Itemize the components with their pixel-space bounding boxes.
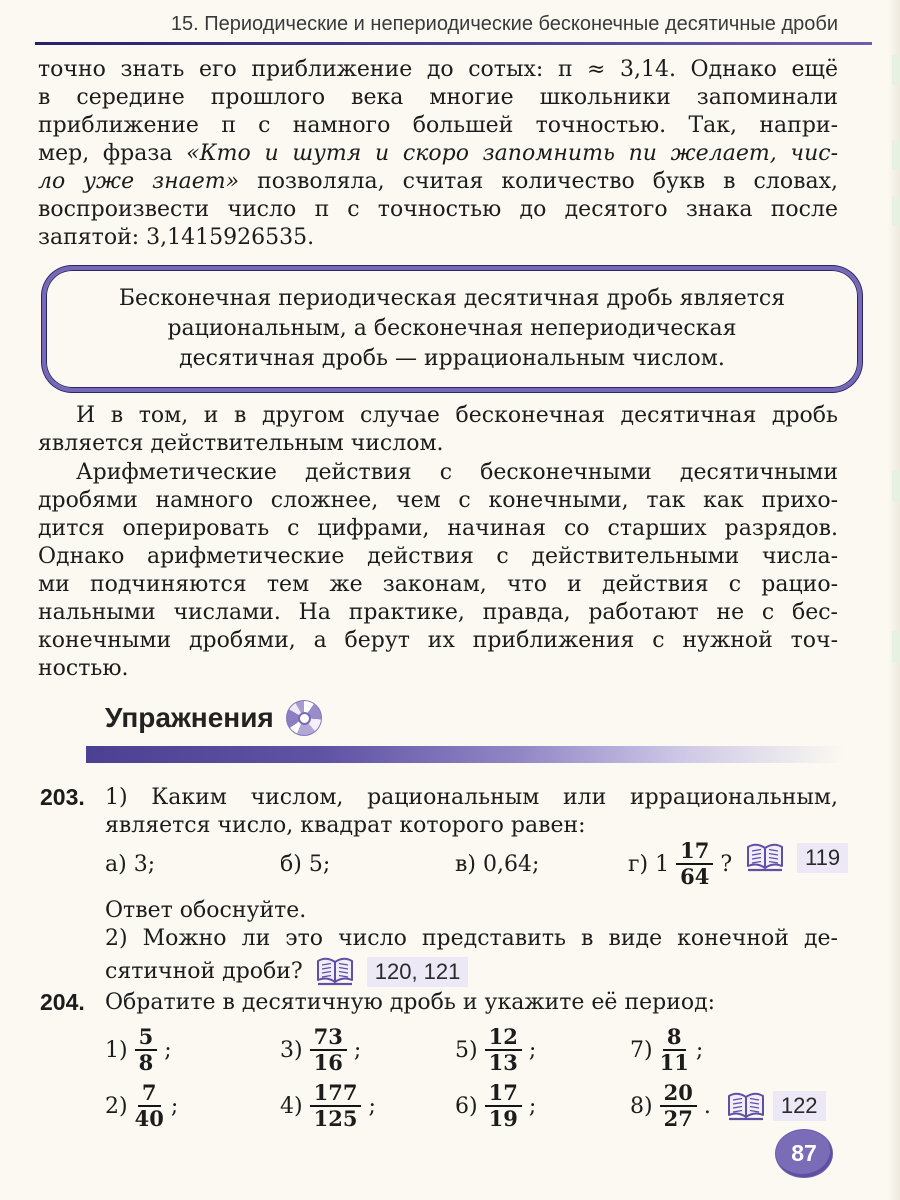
- fraction-numerator: 5: [135, 1026, 158, 1051]
- fraction-denominator: 19: [488, 1106, 518, 1131]
- fraction-item: [105, 1078, 178, 1134]
- item-label: 7): [630, 1037, 653, 1063]
- fraction-numerator: 7: [138, 1082, 161, 1107]
- item-label: 5): [455, 1037, 478, 1063]
- text-segment: позволяла, считая количество букв в словах,: [239, 169, 838, 194]
- exercises-heading-row: [105, 700, 322, 736]
- option-g: [628, 832, 732, 896]
- separator: ;: [368, 1093, 376, 1119]
- paragraph-arithmetic-operations: [38, 459, 838, 683]
- mnemonic-phrase-part1: «Кто и шутя и скоро запомнить пи желает, чис-: [186, 141, 838, 166]
- text-line: дробями намного сложнее, чем с конечными, так как прихо-: [38, 488, 838, 513]
- page-edge-tab: [892, 470, 900, 502]
- fraction-item: [280, 1022, 361, 1078]
- text-line: конечными дробями, а берут их приближения с нужной точ-: [38, 628, 838, 653]
- fraction: [310, 1026, 347, 1074]
- rule-line: [46, 314, 858, 344]
- text-line: И в том, и в другом случае бесконечная десятичная дробь: [76, 403, 838, 428]
- page-edge-shade: [888, 0, 900, 1200]
- rule-line: Бесконечная периодическая десятичная дробь является: [118, 286, 786, 311]
- fraction-numerator: 177: [310, 1082, 362, 1107]
- fraction-item: [630, 1022, 703, 1078]
- fraction-numerator: 12: [485, 1026, 522, 1051]
- term-irrational: иррациональным числом.: [424, 346, 725, 371]
- fraction-item: [630, 1078, 826, 1134]
- text-line: запятой: 3,1415926535.: [38, 225, 315, 250]
- separator: ;: [528, 1037, 537, 1063]
- book-icon: [726, 1091, 766, 1122]
- fraction-item: [455, 1078, 536, 1134]
- item-label: 4): [280, 1093, 303, 1119]
- mnemonic-phrase-part2: ло уже знает»: [38, 169, 240, 194]
- item-label: 2): [105, 1093, 128, 1119]
- cd-disc-icon: [286, 700, 322, 736]
- section-divider-bar: [86, 746, 876, 763]
- paragraph-real-number: [38, 402, 838, 458]
- option-v: в) 0,64;: [455, 852, 540, 877]
- text-line: Однако арифметические действия с действительными числа-: [38, 544, 838, 569]
- fraction: [485, 1026, 522, 1074]
- fraction: [485, 1082, 522, 1130]
- page-edge-tab: [892, 196, 900, 226]
- text-segment: десятичная дробь —: [179, 346, 424, 371]
- fraction-item: [455, 1022, 536, 1078]
- separator: ;: [164, 1037, 172, 1063]
- page-number-badge: [776, 1130, 832, 1177]
- item-label: 3): [280, 1037, 303, 1063]
- item-label: 6): [455, 1093, 478, 1119]
- fraction-item: [280, 1078, 376, 1134]
- fraction-item: [105, 1022, 172, 1078]
- text-line: ностью.: [38, 656, 129, 681]
- fraction: [135, 1082, 164, 1130]
- text-segment: сятичной дроби?: [105, 959, 303, 984]
- mixed-number-whole: 1: [655, 851, 670, 877]
- header-rule: [35, 42, 872, 45]
- fraction-denominator: 16: [313, 1050, 343, 1075]
- exercise-204-row1: [105, 1022, 838, 1080]
- text-line: является число, квадрат которого равен:: [105, 813, 586, 838]
- fraction: [660, 1082, 697, 1130]
- option-a: а) 3;: [105, 852, 156, 877]
- reference-number: 120, 121: [367, 957, 469, 987]
- page-edge-tab: [892, 631, 900, 663]
- option-label: г): [628, 851, 649, 877]
- text-segment: , а бесконечная непериодическая: [339, 316, 737, 341]
- exercise-204-title: [105, 989, 838, 1017]
- text-line: [38, 140, 838, 168]
- option-b: б) 5;: [280, 852, 331, 877]
- book-icon: [745, 842, 785, 873]
- exercise-203-number: 203.: [40, 784, 85, 810]
- text-line: является действительным числом.: [38, 431, 444, 456]
- fraction-numerator: 17: [485, 1082, 522, 1107]
- fraction: [135, 1026, 158, 1074]
- fraction-denominator: 8: [138, 1050, 154, 1075]
- text-segment: мер, фраза: [38, 141, 187, 166]
- text-line: дится оперировать с цифрами, начиная со старших разрядов.: [38, 516, 838, 541]
- separator: .: [703, 1093, 711, 1119]
- fraction-denominator: 11: [659, 1050, 689, 1075]
- text-line: Ответ обоснуйте.: [105, 898, 307, 923]
- fraction-denominator: 13: [488, 1050, 518, 1075]
- fraction-numerator: 17: [676, 840, 713, 865]
- text-line: точно знать его приближение до сотых: π ≈ 3,14. Однако ещё: [38, 57, 838, 82]
- exercise-204-number: 204.: [40, 989, 85, 1015]
- exercises-heading: Упражнения: [105, 702, 274, 733]
- fraction: [660, 1026, 689, 1074]
- item-label: 8): [630, 1093, 653, 1119]
- text-line: 1) Каким числом, рациональным или иррациональным,: [105, 785, 838, 810]
- separator: ;: [353, 1037, 362, 1063]
- reference-number: 119: [797, 843, 848, 873]
- fraction-denominator: 27: [663, 1106, 693, 1131]
- fraction-denominator: 64: [680, 864, 710, 889]
- text-line-with-refs: [105, 956, 838, 987]
- text-line: [38, 168, 838, 196]
- text-line: в середине прошлого века многие школьники запоминали: [38, 85, 838, 110]
- page-number: 87: [791, 1140, 817, 1166]
- text-line: Арифметические действия с бесконечными десятичными: [76, 460, 838, 485]
- exercise-203-options: [105, 832, 841, 896]
- fraction-numerator: 20: [660, 1082, 697, 1107]
- exercise-203-answer-note: [105, 897, 838, 925]
- paragraph-pi-approximation: [38, 56, 838, 252]
- reference-group: [745, 842, 848, 873]
- question-mark: ?: [720, 851, 733, 877]
- item-label: 1): [105, 1037, 128, 1063]
- fraction-numerator: 8: [663, 1026, 686, 1051]
- exercise-204-row2: [105, 1078, 838, 1136]
- separator: ;: [170, 1093, 179, 1119]
- fraction-denominator: 40: [134, 1106, 164, 1131]
- page-edge-tab: [892, 55, 900, 85]
- text-line: нальными числами. На практике, правда, работают не с бес-: [38, 600, 838, 625]
- text-line: Обратите в десятичную дробь и укажите её период:: [105, 990, 716, 1015]
- text-line: приближение π с намного большей точностью. Так, напри-: [38, 113, 838, 138]
- rule-definition-box: [42, 266, 862, 392]
- text-line: 2) Можно ли это число представить в виде конечной де-: [105, 926, 838, 951]
- fraction: [310, 1082, 362, 1130]
- chapter-header: 15. Периодические и непериодические бесконечные десятичные дроби: [170, 13, 838, 35]
- exercise-203-question2: [105, 925, 838, 987]
- page-edge-tab: [892, 140, 900, 170]
- separator: ;: [528, 1093, 537, 1119]
- reference-number: 122: [773, 1091, 826, 1121]
- fraction: [676, 840, 713, 888]
- rule-line: [46, 344, 858, 374]
- text-line: воспроизвести число π с точностью до десятого знака после: [38, 197, 838, 222]
- book-icon: [315, 956, 355, 987]
- fraction-numerator: 73: [310, 1026, 347, 1051]
- separator: ;: [695, 1037, 704, 1063]
- fraction-denominator: 125: [313, 1106, 358, 1131]
- text-line: ми подчиняются тем же законам, что и действия с рацио-: [38, 572, 838, 597]
- term-rational: рациональным: [167, 316, 340, 341]
